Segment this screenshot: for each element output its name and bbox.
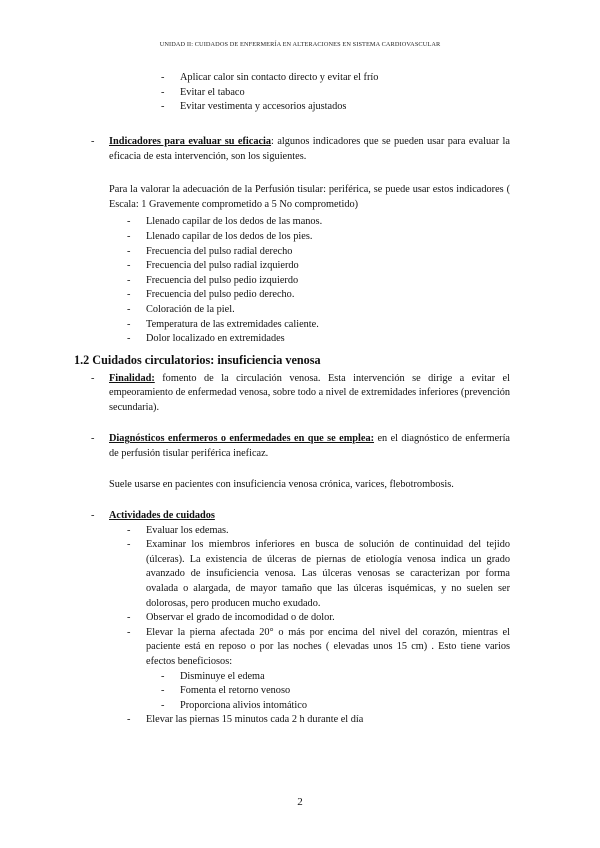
- finalidad-item: [90, 372, 510, 416]
- indicadores-item: [90, 135, 510, 164]
- list-item: - Evitar el tabaco: [90, 86, 510, 101]
- list-item: - Elevar las piernas 15 minutos cada 2 h durante el día: [90, 713, 510, 728]
- list-item: - Observar el grado de incomodidad o de dolor.: [90, 611, 510, 626]
- list-item: - Evitar vestimenta y accesorios ajustados: [90, 100, 510, 115]
- list-item: - Temperatura de las extremidades caliente.: [90, 318, 510, 333]
- list-item: - Frecuencia del pulso radial derecho: [90, 245, 510, 260]
- actividades-label: Actividades de cuidados: [109, 510, 215, 522]
- actividades-heading: [90, 509, 510, 524]
- diagnosticos-item: [90, 432, 510, 461]
- list-item: - Elevar la pierna afectada 20° o más por encima del nivel del corazón, mientras el paciente está en reposo o por las noches ( elevadas unos 15 cm) . Esto tiene varios efectos beneficiosos:: [90, 626, 510, 670]
- list-item: - Aplicar calor sin contacto directo y evitar el frío: [90, 71, 510, 86]
- sub-list-item: - Fomenta el retorno venoso: [90, 684, 510, 699]
- indicadores-label: Indicadores para evaluar su eficacia: [109, 136, 272, 148]
- sub-list-item: - Proporciona alivios intomático: [90, 699, 510, 714]
- suele-paragraph: Suele usarse en pacientes con insuficiencia venosa crónica, varices, flebotrombosis.: [109, 478, 454, 490]
- indicadores-text: : algunos indicadores que se pueden usar para evaluar la eficacia de esta intervención, son los siguientes.: [109, 136, 510, 162]
- list-item: - Llenado capilar de los dedos de las manos.: [90, 215, 510, 230]
- page-body: [74, 71, 510, 728]
- sub-list-item: - Disminuye el edema: [90, 670, 510, 685]
- list-item: - Llenado capilar de los dedos de los pies.: [90, 230, 510, 245]
- finalidad-label: Finalidad:: [109, 372, 155, 384]
- indicadores-paragraph: Para la valorar la adecuación de la Perfusión tisular: periférica, se puede usar estos indicadores ( Escala: 1 Gravemente comprometido a 5 No comprometido): [109, 184, 510, 210]
- running-header: UNIDAD II: CUIDADOS DE ENFERMERÍA EN ALTERACIONES EN SISTEMA CARDIOVASCULAR: [159, 41, 441, 48]
- section-title: 1.2 Cuidados circulatorios: insuficiencia venosa: [74, 352, 321, 367]
- page-number: 2: [297, 796, 303, 808]
- list-item: - Frecuencia del pulso radial izquierdo: [90, 259, 510, 274]
- list-item: - Frecuencia del pulso pedio izquierdo: [90, 274, 510, 289]
- diagnosticos-label: Diagnósticos enfermeros o enfermedades en que se emplea:: [109, 433, 375, 445]
- list-item: - Coloración de la piel.: [90, 303, 510, 318]
- list-item: - Frecuencia del pulso pedio derecho.: [90, 288, 510, 303]
- list-item: - Evaluar los edemas.: [90, 524, 510, 539]
- finalidad-text: fomento de la circulación venosa. Esta intervención se dirige a evitar el empeoramiento de enfermedad venosa, sobre todo a nivel de extremidades inferiores (prevención secundaria).: [109, 372, 510, 413]
- list-item: - Dolor localizado en extremidades: [90, 332, 510, 347]
- diagnosticos-text: en el diagnóstico de enfermería de perfusión tisular periférica ineficaz.: [109, 433, 510, 459]
- list-item: - Examinar los miembros inferiores en busca de solución de continuidad del tejido (úlceras). La existencia de úlceras de piernas de etiología venosa indica un grado avanzado de insuficiencia venosa. Las úlceras venosas se caracterizan por forma ovalada o alargada, de mayor tamaño que las úlceras isquémicas, y no suelen ser dolorosas, pero producen mucho exudado.: [90, 538, 510, 611]
